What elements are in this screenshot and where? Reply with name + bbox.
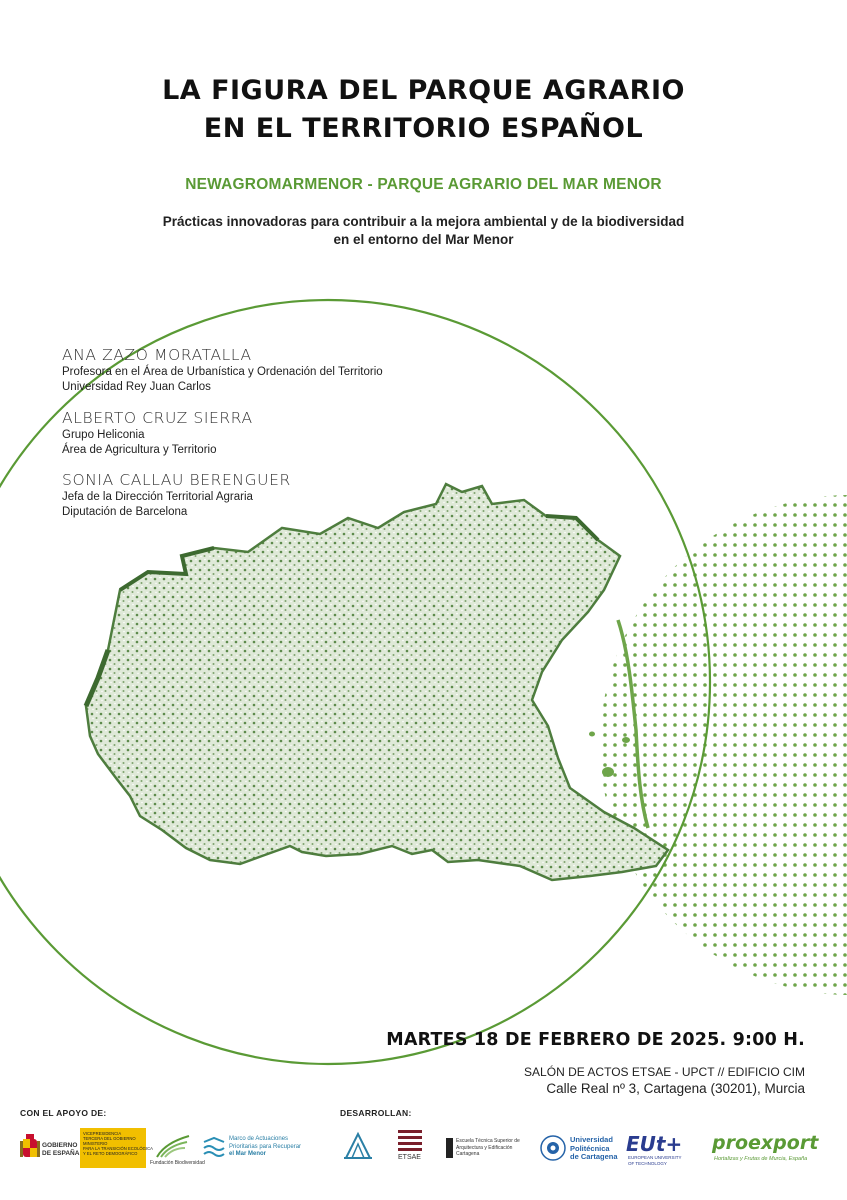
- escuela-text-2: Arquitectura y Edificación: [456, 1144, 513, 1151]
- title-line-2: EN EL TERRITORIO ESPAÑOL: [203, 113, 644, 144]
- marco-text-3: el Mar Menor: [229, 1151, 267, 1157]
- escuela-text-1: Escuela Técnica Superior de: [456, 1138, 520, 1144]
- eut-text-1: EUROPEAN UNIVERSITY: [628, 1155, 682, 1160]
- support-label: CON EL APOYO DE:: [20, 1108, 107, 1118]
- speaker-affiliation: Universidad Rey Juan Carlos: [62, 381, 211, 393]
- page-title: [0, 72, 847, 148]
- fundacion-biodiversidad-logo: [150, 1128, 205, 1168]
- event-date: MARTES 18 DE FEBRERO DE 2025. 9:00 H.: [386, 1030, 805, 1050]
- developed-label: DESARROLLAN:: [340, 1108, 412, 1118]
- title-line-1: LA FIGURA DEL PARQUE AGRARIO: [162, 75, 685, 106]
- speaker-3: [62, 470, 291, 520]
- tagline-line-2: en el entorno del Mar Menor: [333, 232, 514, 247]
- ministerio-text-4: PARA LA TRANSICIÓN ECOLÓGICA: [83, 1146, 153, 1151]
- upct-logo: [540, 1128, 620, 1168]
- eut-text-2: OF TECHNOLOGY: [628, 1160, 667, 1166]
- event-venue: [524, 1064, 805, 1097]
- ministerio-text-5: Y EL RETO DEMOGRÁFICO: [83, 1151, 138, 1156]
- upct-text-2: Politécnica: [570, 1143, 610, 1153]
- tagline-line-1: Prácticas innovadoras para contribuir a la mejora ambiental y de la biodiversidad: [162, 214, 685, 229]
- eut-wordmark: EUt+: [626, 1132, 683, 1156]
- proexport-tagline: Hortalizas y Frutas de Murcia, España: [714, 1156, 808, 1162]
- coat-of-arms-icon: [20, 1133, 40, 1163]
- proexport-logo: [708, 1128, 832, 1168]
- marco-text-2: Prioritarias para Recuperar: [229, 1143, 302, 1150]
- speaker-name: ALBERTO CRUZ SIERRA: [62, 409, 253, 427]
- waves-icon: [202, 1136, 226, 1160]
- ministerio-text-2: TERCERA DEL GOBIERNO: [83, 1136, 136, 1141]
- venue-name: SALÓN DE ACTOS ETSAE - UPCT // EDIFICIO CIM: [524, 1065, 805, 1079]
- speaker-role: Grupo Heliconia: [62, 429, 145, 441]
- ministerio-text-1: VICEPRESIDENCIA: [83, 1131, 122, 1136]
- ministerio-logo: [80, 1128, 153, 1168]
- grass-icon: [153, 1132, 193, 1158]
- speaker-2: [62, 408, 253, 458]
- tagline: [0, 213, 847, 249]
- ministerio-text-3: MINISTERIO: [83, 1141, 108, 1146]
- speaker-role: Profesora en el Área de Urbanística y Ordenación del Territorio: [62, 366, 383, 378]
- eut-logo: [624, 1128, 694, 1168]
- speaker-affiliation: Diputación de Barcelona: [62, 506, 188, 518]
- speaker-name: ANA ZAZO MORATALLA: [62, 346, 252, 364]
- etsae-logo: [392, 1128, 428, 1168]
- etsae-text: ETSAE: [398, 1154, 421, 1161]
- stripes-icon: [398, 1130, 422, 1152]
- speaker-affiliation: Área de Agricultura y Territorio: [62, 444, 217, 456]
- territory-map: [86, 484, 668, 880]
- upct-text-3: de Cartagena: [570, 1152, 618, 1161]
- escuela-tecnica-logo: [446, 1128, 536, 1168]
- fundacion-text: Fundación Biodiversidad: [150, 1160, 205, 1166]
- speaker-1: [62, 345, 383, 395]
- project-subtitle: NEWAGROMARMENOR - PARQUE AGRARIO DEL MAR MENOR: [185, 176, 662, 193]
- escuela-text-3: Cartagena: [456, 1151, 480, 1157]
- gobierno-text-2: DE ESPAÑA: [42, 1149, 80, 1157]
- gobierno-text-1: GOBIERNO: [42, 1142, 78, 1149]
- gobierno-logo: [20, 1128, 78, 1168]
- upct-seal-icon: [540, 1135, 566, 1161]
- venue-address: Calle Real nº 3, Cartagena (30201), Murcia: [546, 1081, 805, 1096]
- etsae-emblem-logo: [340, 1128, 376, 1168]
- emblem-icon: [342, 1130, 374, 1162]
- upct-text-1: Universidad: [570, 1135, 613, 1144]
- speaker-name: SONIA CALLAU BERENGUER: [62, 471, 291, 489]
- speaker-role: Jefa de la Dirección Territorial Agraria: [62, 491, 253, 503]
- marco-mar-menor-logo: [202, 1128, 314, 1168]
- marco-text-1: Marco de Actuaciones: [229, 1136, 289, 1142]
- proexport-wordmark: proexport: [712, 1132, 819, 1154]
